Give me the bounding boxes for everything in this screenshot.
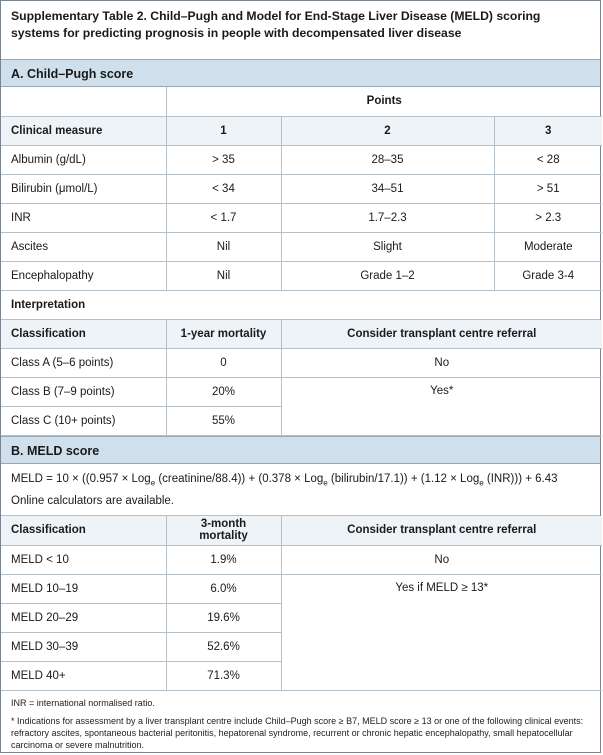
cell-value: 28–35 xyxy=(281,145,494,174)
table-row xyxy=(1,349,602,378)
header-classification: Classification xyxy=(1,516,166,545)
section-b-heading: B. MELD score xyxy=(1,436,600,464)
formula-note: Online calculators are available. xyxy=(11,495,175,508)
cell-value: > 51 xyxy=(494,174,602,203)
cell-value: < 1.7 xyxy=(166,203,281,232)
interpretation-heading: Interpretation xyxy=(1,291,600,320)
table-row xyxy=(1,232,602,261)
referral-value: Yes* xyxy=(281,378,602,436)
header-classification: Classification xyxy=(1,320,166,349)
section-a-heading: A. Child–Pugh score xyxy=(1,59,600,87)
formula-subscript: e xyxy=(323,478,328,488)
table-row xyxy=(1,174,602,203)
row-label: Bilirubin (μmol/L) xyxy=(1,174,166,203)
meld-table xyxy=(1,516,602,691)
meld-header-row xyxy=(1,516,602,545)
table-row xyxy=(1,145,602,174)
referral-value: No xyxy=(281,545,602,574)
referral-value: Yes if MELD ≥ 13* xyxy=(281,574,602,690)
table-title: Supplementary Table 2. Child–Pugh and Model for End-Stage Liver Disease (MELD) scoring systems for predicting prognosis in people with decompensated liver disease xyxy=(11,9,541,40)
formula-part: (creatinine/88.4)) + (0.378 × Log xyxy=(155,473,324,485)
header-points-2: 2 xyxy=(281,116,494,145)
cell-value: < 28 xyxy=(494,145,602,174)
cell-value: Moderate xyxy=(494,232,602,261)
table-row xyxy=(1,545,602,574)
cell-value: Nil xyxy=(166,261,281,290)
classification-table xyxy=(1,320,602,437)
header-clinical-measure: Clinical measure xyxy=(1,116,166,145)
formula-part: (bilirubin/17.1)) + (1.12 × Log xyxy=(327,473,480,485)
table-row xyxy=(1,574,602,603)
points-label: Points xyxy=(166,87,602,116)
row-label: MELD < 10 xyxy=(1,545,166,574)
classification-header-row xyxy=(1,320,602,349)
row-label: MELD 30–39 xyxy=(1,632,166,661)
footnote: * Indications for assessment by a liver transplant centre include Child–Pugh score ≥ B7, MELD score ≥ 13 or one of the following clinical events: refractory ascites, spontaneous bacterial peritonitis, hepatorenal syndrome, recurrent or chronic hepatic encephalopathy, small hepatocellular carcinoma or severe malnutrition. xyxy=(11,715,584,750)
row-label: Encephalopathy xyxy=(1,261,166,290)
cell-value: 19.6% xyxy=(166,603,281,632)
header-1-year-mortality: 1-year mortality xyxy=(166,320,281,349)
cell-value: > 2.3 xyxy=(494,203,602,232)
row-label: Class A (5–6 points) xyxy=(1,349,166,378)
referral-value: No xyxy=(281,349,602,378)
cell-value: 0 xyxy=(166,349,281,378)
cell-value: 1.9% xyxy=(166,545,281,574)
row-label: Class B (7–9 points) xyxy=(1,378,166,407)
header-transplant-referral: Consider transplant centre referral xyxy=(281,320,602,349)
cell-value: 34–51 xyxy=(281,174,494,203)
header-3-month-mortality: 3-month mortality xyxy=(166,516,281,545)
cell-value: 6.0% xyxy=(166,574,281,603)
child-pugh-table xyxy=(1,87,602,291)
row-label: Class C (10+ points) xyxy=(1,407,166,436)
formula-part: (INR))) + 6.43 xyxy=(483,473,558,485)
table-row xyxy=(1,203,602,232)
row-label: Ascites xyxy=(1,232,166,261)
formula-subscript: e xyxy=(150,478,156,488)
formula-line xyxy=(11,470,590,492)
formula-part: MELD = 10 × ((0.957 × Log xyxy=(11,473,151,485)
cell-value: 52.6% xyxy=(166,632,281,661)
row-label: MELD 10–19 xyxy=(1,574,166,603)
points-header-row xyxy=(1,87,602,116)
formula-subscript: e xyxy=(479,478,484,488)
cell-value: 20% xyxy=(166,378,281,407)
table-row xyxy=(1,378,602,407)
meld-formula xyxy=(1,464,600,516)
row-label: INR xyxy=(1,203,166,232)
cell-value: 71.3% xyxy=(166,661,281,690)
row-label: MELD 40+ xyxy=(1,661,166,690)
cell-value: 55% xyxy=(166,407,281,436)
cell-value: < 34 xyxy=(166,174,281,203)
cell-value: Slight xyxy=(281,232,494,261)
row-label: MELD 20–29 xyxy=(1,603,166,632)
header-transplant-referral: Consider transplant centre referral xyxy=(281,516,602,545)
header-points-3: 3 xyxy=(494,116,602,145)
footnote: INR = international normalised ratio. xyxy=(11,697,155,708)
footnotes xyxy=(1,691,600,751)
blank-cell xyxy=(1,87,166,116)
row-label: Albumin (g/dL) xyxy=(1,145,166,174)
table-row xyxy=(1,261,602,290)
cell-value: > 35 xyxy=(166,145,281,174)
cp-header-row xyxy=(1,116,602,145)
cell-value: 1.7–2.3 xyxy=(281,203,494,232)
cell-value: Grade 1–2 xyxy=(281,261,494,290)
header-points-1: 1 xyxy=(166,116,281,145)
cell-value: Grade 3-4 xyxy=(494,261,602,290)
cell-value: Nil xyxy=(166,232,281,261)
